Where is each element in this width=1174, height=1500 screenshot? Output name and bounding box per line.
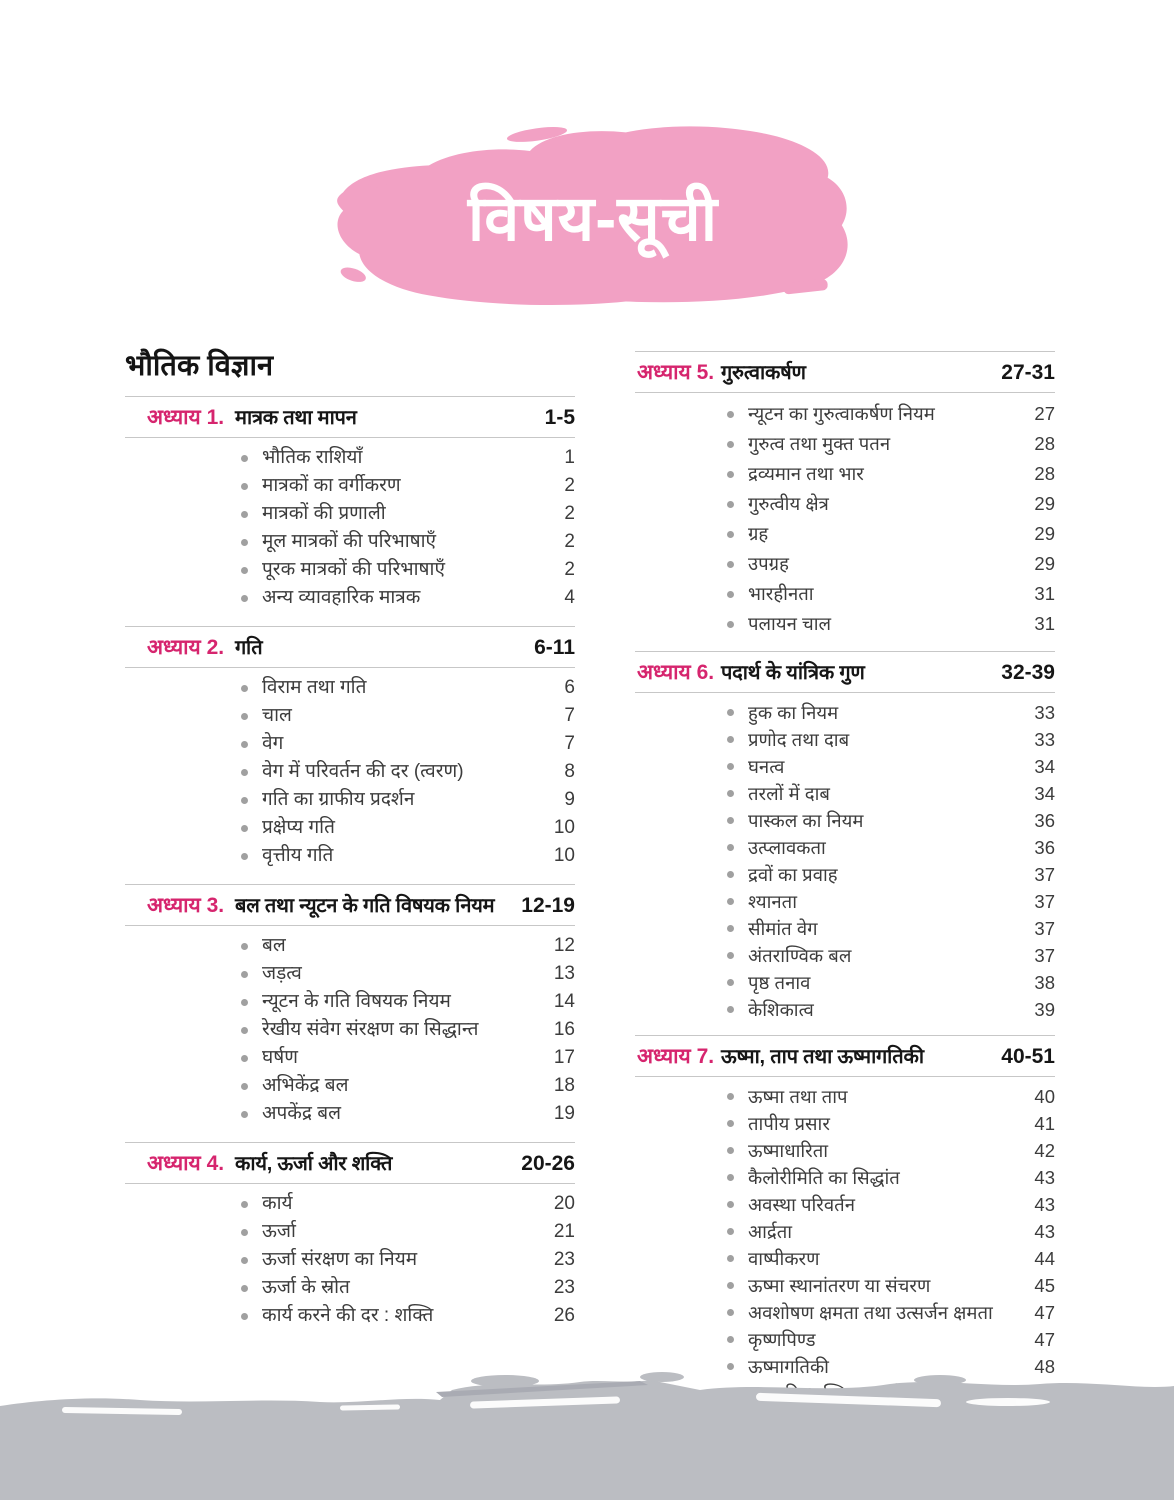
topic-title: कृष्णपिण्ड (748, 1329, 816, 1350)
topic-title: घर्षण (262, 1047, 298, 1068)
topic-title: ऊष्मा तथा ताप (748, 1086, 848, 1107)
bullet-icon (727, 763, 734, 770)
topic-list (125, 926, 575, 1142)
topic-page-number: 34 (1034, 783, 1055, 804)
topic-page-number: 29 (1034, 493, 1055, 514)
topic-row (241, 842, 575, 870)
topic-title: मात्रकों का वर्गीकरण (262, 475, 401, 496)
topic-page-number: 28 (1034, 463, 1055, 484)
page-title: विषय-सूची (467, 183, 719, 254)
topic-row (727, 1137, 1055, 1164)
bullet-icon (241, 999, 248, 1006)
topic-title: पृष्ठ तनाव (748, 972, 811, 993)
bullet-icon (727, 1255, 734, 1262)
topic-list (125, 1184, 575, 1344)
topic-page-number: 27 (1034, 403, 1055, 424)
bullet-icon (241, 511, 248, 518)
topic-title: द्रव्यमान तथा भार (748, 463, 864, 484)
bullet-icon (241, 1083, 248, 1090)
topic-page-number: 40 (1034, 1086, 1055, 1107)
topic-page-number: 38 (1034, 972, 1055, 993)
topic-title: प्रक्षेप्य गति (262, 817, 335, 838)
bullet-icon (241, 769, 248, 776)
topic-row (241, 786, 575, 814)
bullet-icon (727, 621, 734, 628)
bullet-icon (241, 797, 248, 804)
topic-page-number: 8 (564, 761, 575, 782)
topic-page-number: 23 (553, 1249, 575, 1270)
chapter-label: अध्याय 3. (147, 894, 225, 917)
topic-row (241, 1190, 575, 1218)
chapter-title: कार्य, ऊर्जा और शक्ति (235, 1153, 393, 1175)
topic-row (727, 1245, 1055, 1272)
topic-page-number: 14 (553, 991, 575, 1012)
topic-page-number: 37 (1034, 945, 1055, 966)
chapter-block (125, 1142, 575, 1344)
bullet-icon (241, 1229, 248, 1236)
bullet-icon (727, 736, 734, 743)
topic-title: वाष्पीकरण (748, 1248, 820, 1269)
bullet-icon (727, 561, 734, 568)
bullet-icon (241, 455, 248, 462)
topic-row (727, 549, 1055, 579)
topic-row (727, 996, 1055, 1023)
topic-page-number: 29 (1034, 553, 1055, 574)
topic-title: उत्प्लावकता (748, 837, 826, 858)
topic-page-number: 43 (1034, 1194, 1055, 1215)
chapter-title: पदार्थ के यांत्रिक गुण (721, 662, 865, 684)
chapter-title: बल तथा न्यूटन के गति विषयक नियम (235, 895, 495, 917)
bullet-icon (241, 943, 248, 950)
chapter-page-range: 6-11 (534, 636, 575, 659)
topic-title: अवशोषण क्षमता तथा उत्सर्जन क्षमता (748, 1302, 993, 1323)
topic-page-number: 47 (1034, 1329, 1055, 1350)
bullet-icon (727, 471, 734, 478)
topic-title: न्यूटन का गुरुत्वाकर्षण नियम (748, 403, 935, 424)
topic-row (241, 1302, 575, 1330)
topic-title: मूल मात्रकों की परिभाषाएँ (262, 531, 437, 552)
chapter-header (635, 651, 1055, 693)
topic-title: पूरक मात्रकों की परिभाषाएँ (262, 559, 445, 580)
bullet-icon (241, 1201, 248, 1208)
topic-page-number: 20 (553, 1193, 575, 1214)
topic-row (727, 888, 1055, 915)
topic-page-number: 2 (564, 559, 575, 580)
topic-row (241, 528, 575, 556)
bullet-icon (727, 952, 734, 959)
topic-row (727, 915, 1055, 942)
bullet-icon (727, 1363, 734, 1370)
chapter-page-range: 27-31 (1001, 361, 1055, 384)
topic-page-number: 33 (1034, 702, 1055, 723)
topic-title: गति का ग्राफीय प्रदर्शन (262, 789, 415, 810)
topic-title: कार्य (262, 1193, 293, 1214)
bullet-icon (727, 871, 734, 878)
chapter-title: ऊष्मा, ताप तथा ऊष्मागतिकी (721, 1046, 924, 1068)
topic-row (241, 500, 575, 528)
bullet-icon (241, 1313, 248, 1320)
bullet-icon (241, 483, 248, 490)
gray-brush-stroke-graphic (0, 1372, 1174, 1500)
topic-row (241, 1100, 575, 1128)
topic-page-number: 43 (1034, 1167, 1055, 1188)
bullet-icon (241, 825, 248, 832)
topic-title: हुक का नियम (748, 702, 839, 723)
topic-page-number: 31 (1034, 613, 1055, 634)
topic-row (727, 609, 1055, 639)
topic-row (241, 814, 575, 842)
bullet-icon (727, 411, 734, 418)
bullet-icon (727, 898, 734, 905)
bullet-icon (727, 1336, 734, 1343)
topic-page-number: 18 (553, 1075, 575, 1096)
topic-page-number: 34 (1034, 756, 1055, 777)
topic-row (727, 726, 1055, 753)
chapter-header (635, 1035, 1055, 1077)
topic-page-number: 44 (1034, 1248, 1055, 1269)
topic-row (241, 988, 575, 1016)
chapter-title: मात्रक तथा मापन (235, 407, 357, 429)
chapter-header (125, 1142, 575, 1184)
topic-row (727, 969, 1055, 996)
bullet-icon (241, 1111, 248, 1118)
chapter-block (125, 396, 575, 626)
topic-page-number: 41 (1034, 1113, 1055, 1134)
topic-title: पलायन चाल (748, 613, 832, 634)
subject-heading: भौतिक विज्ञान (125, 350, 274, 382)
topic-title: विराम तथा गति (262, 677, 367, 698)
topic-page-number: 28 (1034, 433, 1055, 454)
bullet-icon (727, 925, 734, 932)
bullet-icon (241, 971, 248, 978)
chapter-title: गुरुत्वाकर्षण (721, 362, 806, 384)
topic-title: मात्रकों की प्रणाली (262, 503, 386, 524)
chapter-label: अध्याय 6. (637, 661, 715, 684)
topic-row (727, 459, 1055, 489)
topic-row (727, 699, 1055, 726)
topic-title: उपग्रह (748, 553, 789, 574)
bullet-icon (727, 531, 734, 538)
chapter-page-range: 20-26 (521, 1152, 575, 1175)
topic-page-number: 19 (553, 1103, 575, 1124)
topic-page-number: 2 (564, 531, 575, 552)
topic-title: जड़त्व (262, 963, 302, 984)
topic-title: ऊर्जा संरक्षण का नियम (262, 1249, 418, 1270)
topic-page-number: 7 (564, 705, 575, 726)
bullet-icon (241, 1027, 248, 1034)
toc-content (125, 348, 1055, 1419)
topic-title: घनत्व (748, 756, 785, 777)
bullet-icon (727, 441, 734, 448)
topic-row (727, 753, 1055, 780)
topic-row (241, 444, 575, 472)
topic-row (727, 1110, 1055, 1137)
topic-title: प्रणोद तथा दाब (748, 729, 850, 750)
topic-row (727, 579, 1055, 609)
topic-row (727, 1299, 1055, 1326)
topic-row (241, 758, 575, 786)
chapter-label: अध्याय 4. (147, 1152, 225, 1175)
bullet-icon (727, 1093, 734, 1100)
topic-row (241, 730, 575, 758)
footer-brush-band (0, 1372, 1174, 1500)
topic-row (241, 1218, 575, 1246)
bullet-icon (727, 1147, 734, 1154)
topic-title: भौतिक राशियाँ (262, 447, 363, 468)
topic-title: कार्य करने की दर : शक्ति (262, 1305, 434, 1326)
topic-page-number: 45 (1034, 1275, 1055, 1296)
topic-row (727, 399, 1055, 429)
chapter-label: अध्याय 7. (637, 1045, 715, 1068)
bullet-icon (727, 709, 734, 716)
topic-title: ऊर्जा के स्रोत (262, 1277, 350, 1298)
topic-title: अंतराण्विक बल (748, 945, 852, 966)
topic-page-number: 37 (1034, 918, 1055, 939)
topic-title: अपकेंद्र बल (262, 1103, 341, 1124)
topic-row (727, 780, 1055, 807)
topic-row (241, 1072, 575, 1100)
topic-row (727, 429, 1055, 459)
topic-title: तापीय प्रसार (748, 1113, 830, 1134)
topic-row (727, 807, 1055, 834)
topic-row (727, 834, 1055, 861)
bullet-icon (727, 1282, 734, 1289)
topic-title: ग्रह (748, 523, 769, 544)
topic-list (635, 1077, 1055, 1419)
chapter-header (125, 884, 575, 926)
topic-page-number: 16 (553, 1019, 575, 1040)
chapter-block (125, 626, 575, 884)
topic-row (727, 519, 1055, 549)
topic-page-number: 31 (1034, 583, 1055, 604)
bullet-icon (727, 790, 734, 797)
topic-list (635, 693, 1055, 1035)
topic-page-number: 29 (1034, 523, 1055, 544)
topic-title: गुरुत्वीय क्षेत्र (748, 493, 829, 514)
topic-row (241, 1044, 575, 1072)
topic-page-number: 1 (564, 447, 575, 468)
bullet-icon (727, 1174, 734, 1181)
chapter-block (635, 651, 1055, 1035)
topic-row (241, 702, 575, 730)
topic-row (727, 489, 1055, 519)
topic-page-number: 9 (564, 789, 575, 810)
bullet-icon (241, 1257, 248, 1264)
bullet-icon (241, 595, 248, 602)
topic-title: वेग (262, 733, 284, 754)
topic-row (241, 472, 575, 500)
bullet-icon (241, 1285, 248, 1292)
topic-row (727, 861, 1055, 888)
toc-column-right (635, 348, 1055, 1419)
chapter-header (125, 396, 575, 438)
bullet-icon (241, 853, 248, 860)
topic-title: वेग में परिवर्तन की दर (त्वरण) (262, 761, 464, 782)
topic-page-number: 36 (1034, 810, 1055, 831)
topic-row (727, 1164, 1055, 1191)
bullet-icon (727, 1228, 734, 1235)
topic-title: बल (262, 935, 286, 956)
topic-page-number: 47 (1034, 1302, 1055, 1323)
topic-page-number: 39 (1034, 999, 1055, 1020)
topic-row (241, 1016, 575, 1044)
chapter-list-right (635, 351, 1055, 1419)
chapter-list-left (125, 396, 575, 1344)
topic-list (125, 438, 575, 626)
chapter-block (125, 884, 575, 1142)
topic-page-number: 2 (564, 503, 575, 524)
bullet-icon (241, 685, 248, 692)
chapter-page-range: 32-39 (1001, 661, 1055, 684)
topic-row (241, 674, 575, 702)
topic-page-number: 21 (553, 1221, 575, 1242)
topic-page-number: 48 (1034, 1356, 1055, 1377)
topic-page-number: 10 (553, 817, 575, 838)
topic-title: ऊर्जा (262, 1221, 296, 1242)
topic-row (727, 1191, 1055, 1218)
chapter-page-range: 40-51 (1001, 1045, 1055, 1068)
topic-title: पास्कल का नियम (748, 810, 864, 831)
topic-title: चाल (262, 705, 292, 726)
topic-row (241, 1246, 575, 1274)
bullet-icon (727, 979, 734, 986)
chapter-label: अध्याय 5. (637, 361, 715, 384)
chapter-header (125, 626, 575, 668)
topic-page-number: 26 (553, 1305, 575, 1326)
chapter-block (635, 1035, 1055, 1419)
topic-row (241, 556, 575, 584)
topic-row (727, 1218, 1055, 1245)
topic-page-number: 7 (564, 733, 575, 754)
topic-page-number: 37 (1034, 891, 1055, 912)
topic-row (727, 1326, 1055, 1353)
topic-title: वृत्तीय गति (262, 845, 334, 866)
topic-row (241, 932, 575, 960)
bullet-icon (241, 713, 248, 720)
topic-title: द्रवों का प्रवाह (748, 864, 838, 885)
topic-row (241, 584, 575, 612)
topic-title: सीमांत वेग (748, 918, 818, 939)
chapter-header (635, 351, 1055, 393)
topic-page-number: 2 (564, 475, 575, 496)
topic-list (125, 668, 575, 884)
bullet-icon (727, 591, 734, 598)
bullet-icon (727, 1006, 734, 1013)
bullet-icon (727, 1309, 734, 1316)
bullet-icon (727, 501, 734, 508)
toc-column-left (125, 348, 575, 1419)
topic-title: केशिकात्व (748, 999, 814, 1020)
chapter-block (635, 351, 1055, 651)
topic-page-number: 4 (564, 587, 575, 608)
topic-title: आर्द्रता (748, 1221, 793, 1242)
topic-row (727, 1272, 1055, 1299)
topic-title: भारहीनता (748, 583, 814, 604)
topic-page-number: 37 (1034, 864, 1055, 885)
bullet-icon (241, 1055, 248, 1062)
topic-title: तरलों में दाब (748, 783, 830, 804)
topic-page-number: 36 (1034, 837, 1055, 858)
chapter-title: गति (235, 637, 263, 659)
topic-page-number: 43 (1034, 1221, 1055, 1242)
topic-title: गुरुत्व तथा मुक्त पतन (748, 433, 891, 454)
topic-row (727, 942, 1055, 969)
chapter-page-range: 1-5 (544, 406, 575, 429)
topic-row (241, 960, 575, 988)
bullet-icon (727, 1120, 734, 1127)
topic-page-number: 10 (553, 845, 575, 866)
topic-page-number: 13 (553, 963, 575, 984)
topic-title: अभिकेंद्र बल (262, 1075, 349, 1096)
bullet-icon (727, 817, 734, 824)
chapter-label: अध्याय 1. (147, 406, 225, 429)
bullet-icon (241, 539, 248, 546)
topic-title: न्यूटन के गति विषयक नियम (262, 991, 451, 1012)
bullet-icon (241, 741, 248, 748)
topic-row (241, 1274, 575, 1302)
topic-title: ऊष्माधारिता (748, 1140, 829, 1161)
topic-page-number: 17 (553, 1047, 575, 1068)
topic-page-number: 6 (564, 677, 575, 698)
bullet-icon (241, 567, 248, 574)
topic-row (727, 1083, 1055, 1110)
topic-title: अवस्था परिवर्तन (748, 1194, 855, 1215)
topic-title: कैलोरीमिति का सिद्धांत (748, 1167, 900, 1188)
topic-page-number: 33 (1034, 729, 1055, 750)
topic-page-number: 12 (553, 935, 575, 956)
bullet-icon (727, 844, 734, 851)
topic-title: ऊष्मा स्थानांतरण या संचरण (748, 1275, 931, 1296)
title-banner (323, 120, 863, 316)
chapter-page-range: 12-19 (521, 894, 575, 917)
chapter-label: अध्याय 2. (147, 636, 225, 659)
topic-page-number: 42 (1034, 1140, 1055, 1161)
topic-page-number: 23 (553, 1277, 575, 1298)
topic-title: ऊष्मागतिकी (748, 1356, 829, 1377)
topic-title: रेखीय संवेग संरक्षण का सिद्धान्त (262, 1019, 479, 1040)
topic-list (635, 393, 1055, 651)
topic-title: अन्य व्यावहारिक मात्रक (262, 587, 421, 608)
topic-title: श्यानता (748, 891, 797, 912)
bullet-icon (727, 1201, 734, 1208)
